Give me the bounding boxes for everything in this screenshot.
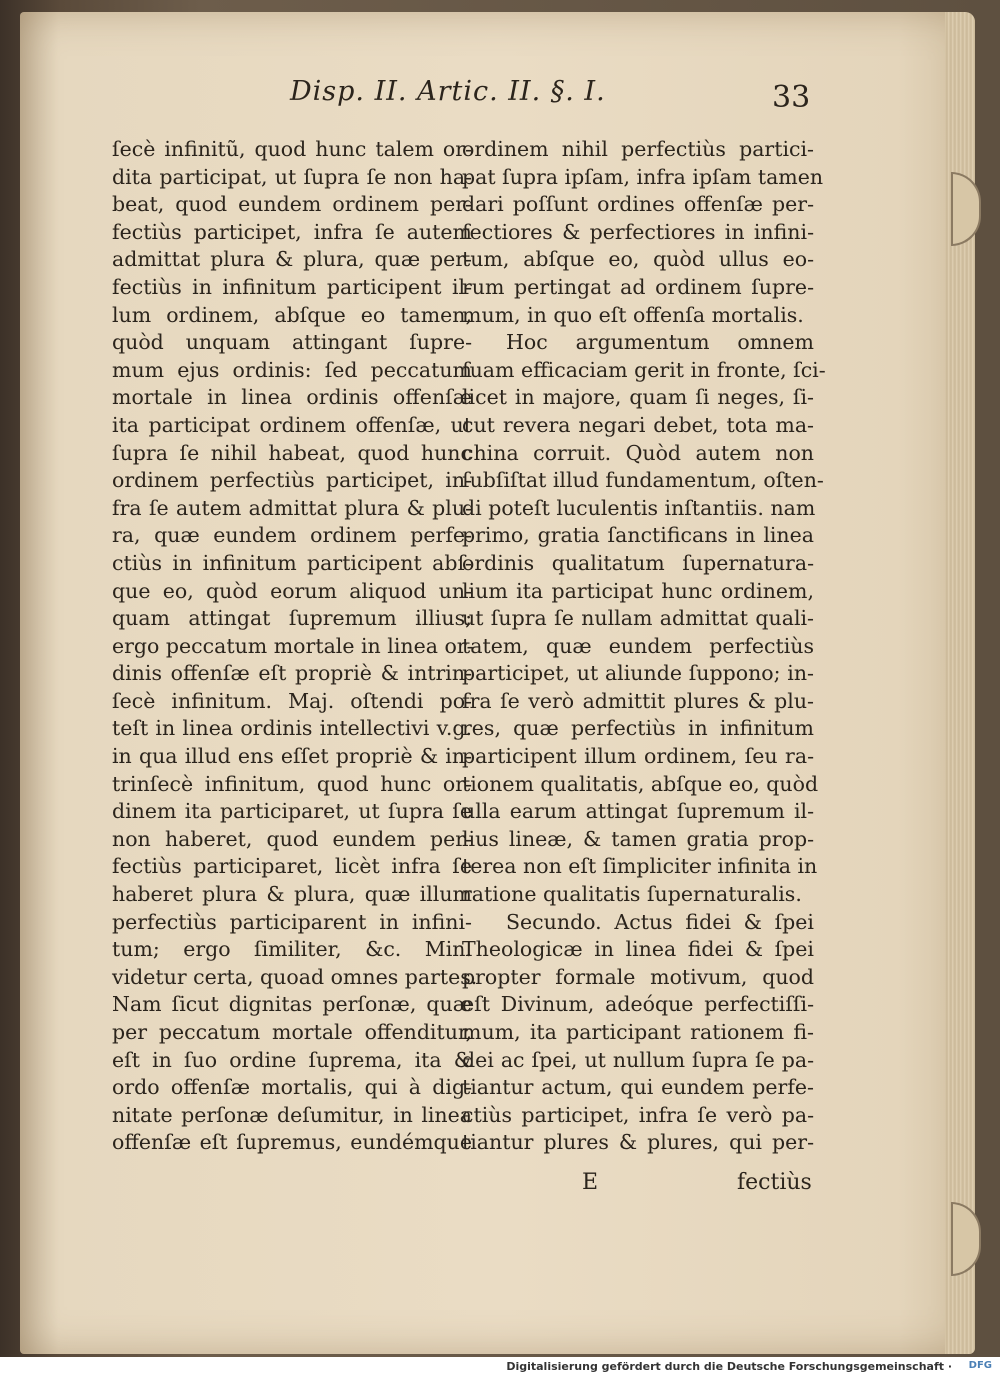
text-line: fra ſe autem admittat plura & plu- — [112, 495, 472, 520]
text-line: in qua illud ens eſſet propriè & in- — [112, 744, 472, 769]
text-line: tiantur actum, qui eundem perfe- — [462, 1075, 814, 1100]
text-line: ratione qualitatis ſupernaturalis. — [462, 882, 802, 907]
text-line: Nam ſicut dignitas perſonæ, quæ — [112, 992, 472, 1017]
right-column — [462, 136, 826, 1157]
text-line: quòd unquam attingant ſupre- — [112, 330, 472, 355]
text-line: nitate perſonæ deſumitur, in linea — [112, 1102, 472, 1127]
text-line: china corruit. Quòd autem non — [462, 440, 814, 465]
text-line: ordo offenſæ mortalis, qui à dig- — [112, 1075, 472, 1100]
text-line: ſecè infinitũ, quod hunc talem or- — [112, 137, 472, 161]
text-line: dei ac ſpei, ut nullum ſupra ſe pa- — [462, 1047, 814, 1072]
text-line: tionem qualitatis, abſque eo, quòd — [462, 771, 819, 796]
text-line: tatem, quæ eundem perfectiùs — [462, 633, 814, 658]
text-line: ordinis qualitatum ſupernatura- — [462, 550, 814, 575]
text-line: beat, quod eundem ordinem per- — [112, 192, 472, 217]
text-line: licet in majore, quam ſi neges, ſi- — [462, 385, 814, 410]
text-line: di poteſt luculentis inſtantiis. nam — [462, 495, 816, 520]
text-line: offenſæ eſt ſupremus, eundémque — [112, 1130, 472, 1155]
text-line: lum ordinem, abſque eo tamen, — [112, 302, 472, 327]
text-line: fectiùs participet, infra ſe autem — [112, 219, 472, 244]
text-line: primo, gratia ſanctificans in linea — [462, 523, 814, 548]
text-line: ut ſupra ſe nullam admittat quali- — [462, 606, 814, 631]
footer-credit: Digitalisierung gefördert durch die Deutsche Forschungsgemeinschaft · — [506, 1360, 952, 1373]
text-line: perfectiùs participarent in infini- — [112, 909, 472, 934]
text-line: lius lineæ, & tamen gratia prop- — [462, 826, 814, 851]
text-line: dari poſſunt ordines offenſæ per- — [462, 192, 814, 217]
text-line: mum, ita participant rationem fi- — [462, 1020, 814, 1044]
text-line: mum ejus ordinis: ſed peccatum — [112, 357, 472, 382]
dfg-logo: DFG — [968, 1360, 992, 1371]
text-line: fectiùs in infinitum participent il- — [112, 274, 472, 299]
text-line: Hoc argumentum omnem — [506, 330, 814, 355]
text-line: participent illum ordinem, ſeu ra- — [462, 744, 814, 769]
text-line: terea non eſt ſimpliciter infinita in — [462, 854, 818, 879]
text-line: ſuam efficaciam gerit in fronte, ſci- — [462, 357, 826, 382]
page-number: 33 — [772, 80, 811, 115]
text-line: per peccatum mortale offenditur, — [112, 1020, 472, 1044]
text-line: tum, abſque eo, quòd ullus eo- — [462, 247, 814, 272]
text-line: videtur certa, quoad omnes partes. — [112, 964, 478, 989]
text-line: mortale in linea ordinis offenſæ — [112, 385, 472, 410]
left-column — [112, 136, 478, 1157]
text-line: propter formale motivum, quod — [462, 964, 814, 989]
text-line: Secundo. Actus fidei & ſpei — [506, 909, 814, 934]
footer-bar — [0, 1357, 1000, 1379]
signature-mark: E — [582, 1170, 599, 1195]
text-line: non haberet, quod eundem per- — [112, 826, 472, 851]
text-line: ordinem perfectiùs participet, in- — [112, 468, 472, 493]
text-line: fectiùs participaret, licèt infra ſe — [112, 854, 472, 879]
text-line: Theologicæ in linea fidei & ſpei — [462, 937, 814, 962]
catchword: fectiùs — [737, 1170, 812, 1195]
text-line: dinem ita participaret, ut ſupra ſe — [112, 799, 472, 824]
text-line: admittat plura & plura, quæ per- — [112, 247, 472, 272]
text-line: pat ſupra ipſam, infra ipſam tamen — [462, 164, 824, 189]
text-line: rum pertingat ad ordinem ſupre- — [462, 274, 814, 299]
text-line: tiantur plures & plures, qui per- — [462, 1130, 814, 1155]
text-line: fra ſe verò admittit plures & plu- — [462, 688, 814, 713]
running-title: Disp. II. Artic. II. §. I. — [290, 76, 606, 107]
text-line: trinſecè infinitum, quod hunc or- — [112, 771, 472, 796]
text-line: res, quæ perfectiùs in infinitum — [462, 716, 814, 741]
text-line: dita participat, ut ſupra ſe non ha- — [112, 164, 472, 189]
text-line: mum, in quo eſt offenſa mortalis. — [462, 302, 804, 327]
text-line: dinis offenſæ eſt propriè & intrin- — [112, 661, 472, 686]
text-line: eſt in ſuo ordine ſuprema, ita & — [112, 1047, 472, 1072]
text-line: fectiores & perfectiores in infini- — [462, 219, 814, 244]
text-line: ctiùs in infinitum participent abſ- — [112, 550, 472, 575]
text-line: ctiùs participet, infra ſe verò pa- — [462, 1102, 814, 1127]
text-line: ergo peccatum mortale in linea or- — [112, 633, 474, 658]
text-line: ra, quæ eundem ordinem perfe- — [112, 523, 472, 548]
text-line: lium ita participat hunc ordinem, — [462, 578, 814, 603]
text-line: teſt in linea ordinis intellectivi v.g. — [112, 716, 472, 741]
text-line: ordinem nihil perfectiùs partici- — [462, 137, 814, 161]
text-line: haberet plura & plura, quæ illum — [112, 882, 472, 907]
text-line: tum; ergo ſimiliter, &c. Min. — [112, 937, 472, 962]
text-line: ulla earum attingat ſupremum il- — [462, 799, 814, 824]
text-line: ſecè infinitum. Maj. oſtendi po- — [112, 688, 472, 713]
text-line: que eo, quòd eorum aliquod un- — [112, 578, 472, 603]
text-line: ſubſiſtat illud fundamentum, oſten- — [462, 468, 824, 493]
text-line: ita participat ordinem offenſæ, ut — [112, 412, 472, 437]
text-line: ſupra ſe nihil habeat, quod hunc — [112, 440, 472, 465]
text-line: cut revera negari debet, tota ma- — [462, 412, 814, 437]
text-line: quam attingat ſupremum illius; — [112, 606, 472, 631]
text-line: participet, ut aliunde ſuppono; in- — [462, 661, 814, 686]
text-line: eſt Divinum, adeóque perfectiſſi- — [462, 992, 814, 1017]
